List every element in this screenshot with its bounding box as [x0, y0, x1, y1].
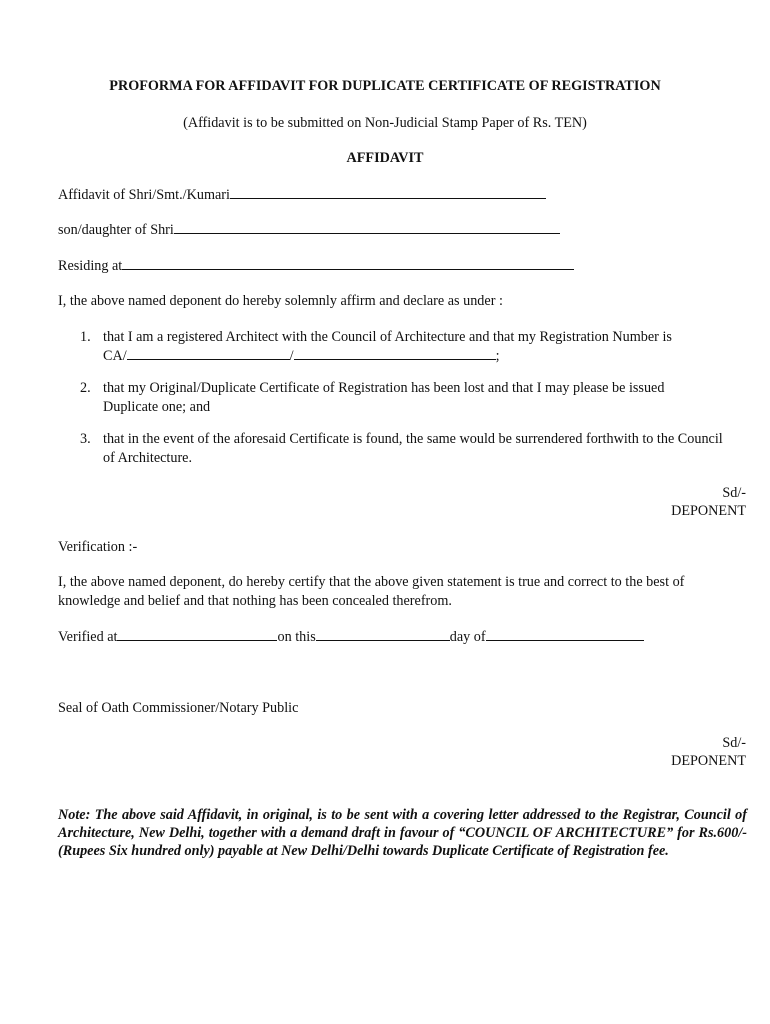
ca-prefix: CA/ [103, 348, 127, 364]
residing-row [58, 256, 574, 276]
residing-label: Residing at [58, 258, 123, 274]
verified-at-blank[interactable] [117, 627, 277, 641]
day-of-label: day of [449, 629, 486, 645]
affidavit-of-label: Affidavit of Shri/Smt./Kumari [58, 187, 230, 203]
item-text: that my Original/Duplicate Certificate of Registration has been lost and that I may please be issued Duplicate one; and [103, 380, 665, 415]
signature-deponent: DEPONENT [671, 753, 746, 769]
verified-at-label: Verified at [58, 629, 118, 645]
son-daughter-blank[interactable] [174, 220, 560, 234]
on-this-label: on this [277, 629, 316, 645]
item-number: 1. [80, 329, 91, 345]
affidavit-of-row [58, 185, 546, 205]
son-daughter-row [58, 220, 560, 240]
on-this-blank[interactable] [316, 627, 450, 641]
document-subtitle: (Affidavit is to be submitted on Non-Judicial Stamp Paper of Rs. TEN) [183, 115, 587, 131]
affidavit-heading: AFFIDAVIT [346, 150, 424, 166]
note-paragraph: Note: The above said Affidavit, in original, is to be sent with a covering letter addressed to the Registrar, Council of Architecture, New Delhi, together with a demand draft in favour of “COUNCIL OF ARCHITECTURE” for Rs.600/- (Rupees Six hundred only) payable at New Delhi/Delhi towards Duplicate Certificate of Registration fee. [58, 807, 747, 859]
seal-label: Seal of Oath Commissioner/Notary Public [58, 700, 299, 716]
day-of-blank[interactable] [486, 627, 644, 641]
signature-sd: Sd/- [722, 735, 746, 751]
registration-number-row [103, 346, 500, 366]
signature-deponent: DEPONENT [671, 503, 746, 519]
item-text: that in the event of the aforesaid Certificate is found, the same would be surrendered forthwith to the Council of Architecture. [103, 431, 723, 466]
verification-label: Verification :- [58, 539, 138, 555]
signature-sd: Sd/- [722, 485, 746, 501]
item-number: 3. [80, 431, 91, 447]
registration-semicolon: ; [495, 348, 500, 364]
son-daughter-label: son/daughter of Shri [58, 222, 174, 238]
declaration-intro: I, the above named deponent do hereby solemnly affirm and declare as under : [58, 293, 503, 309]
item-text: that I am a registered Architect with the Council of Architecture and that my Registration Number is [103, 329, 672, 345]
registration-part1-blank[interactable] [127, 346, 290, 360]
registration-part2-blank[interactable] [294, 346, 496, 360]
document-title: PROFORMA FOR AFFIDAVIT FOR DUPLICATE CERTIFICATE OF REGISTRATION [109, 78, 661, 94]
verification-text: I, the above named deponent, do hereby certify that the above given statement is true and correct to the best of knowledge and belief and that nothing has been concealed therefrom. [58, 574, 685, 609]
item-number: 2. [80, 380, 91, 396]
affidavit-of-blank[interactable] [230, 185, 546, 199]
verified-row [58, 627, 644, 647]
residing-blank[interactable] [122, 256, 574, 270]
registration-slash: / [289, 348, 294, 364]
